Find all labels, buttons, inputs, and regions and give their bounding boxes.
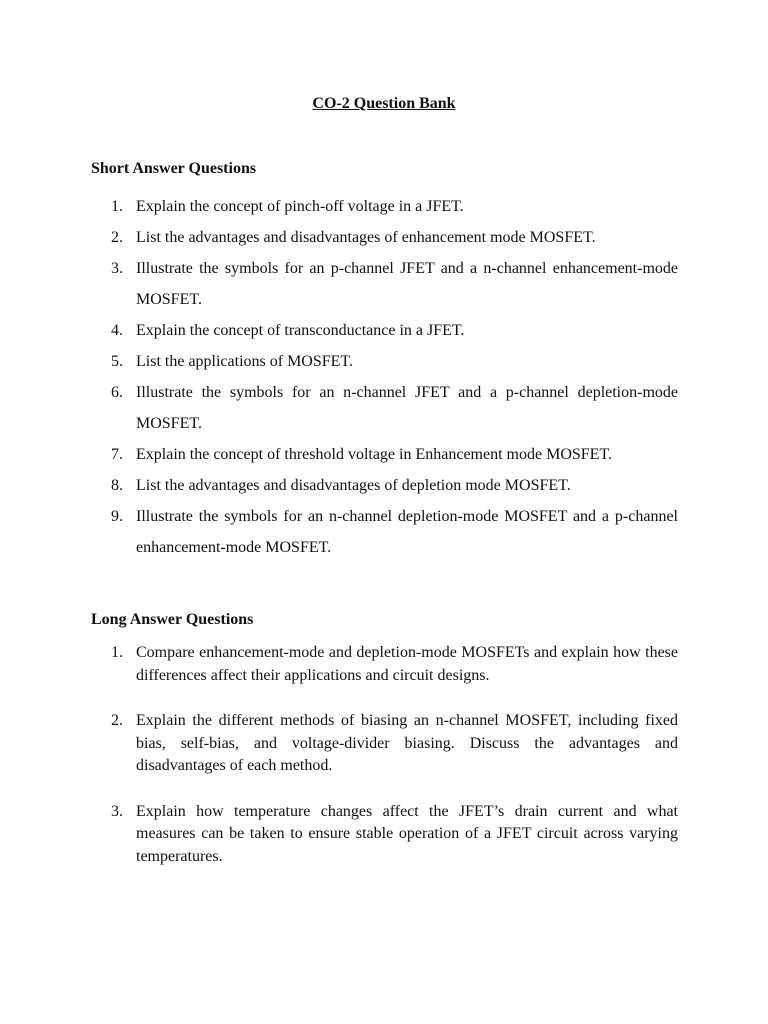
short-question-item [91,501,678,563]
short-question-item [91,315,678,346]
long-answer-heading: Long Answer Questions [91,611,254,628]
long-answer-list [91,642,678,891]
question-text: Illustrate the symbols for an n-channel JFET and a p-channel depletion-mode MOSFET. [136,384,678,432]
question-text: Explain the different methods of biasing an n-channel MOSFET, including fixed bias, self-bias, and voltage-divider biasing. Discuss the advantages and disadvantages of each method. [136,712,678,774]
question-number: 5. [111,353,123,370]
page-title: CO-2 Question Bank [312,95,456,112]
question-number: 3. [111,260,123,277]
short-question-item [91,346,678,377]
question-number: 2. [111,229,123,246]
long-question-item [91,801,678,869]
question-number: 1. [111,198,123,215]
short-question-item [91,222,678,253]
short-answer-list [91,191,678,563]
question-text: Explain the concept of pinch-off voltage in a JFET. [136,198,464,215]
question-text: Illustrate the symbols for an p-channel JFET and a n-channel enhancement-mode MOSFET. [136,260,678,308]
question-text: List the advantages and disadvantages of enhancement mode MOSFET. [136,229,596,246]
question-number: 6. [111,384,123,401]
question-number: 4. [111,322,123,339]
question-text: Explain the concept of threshold voltage in Enhancement mode MOSFET. [136,446,613,463]
question-number: 8. [111,477,123,494]
question-number: 2. [111,712,123,729]
question-text: Explain how temperature changes affect the JFET’s drain current and what measures can be taken to ensure stable operation of a JFET circuit across varying temperatures. [136,802,678,865]
short-question-item [91,253,678,315]
question-text: Explain the concept of transconductance in a JFET. [136,322,465,339]
question-text: Compare enhancement-mode and depletion-mode MOSFETs and explain how these differences affect their applications and circuit designs. [136,644,678,684]
short-question-item [91,377,678,439]
question-text: List the applications of MOSFET. [136,353,354,370]
short-question-item [91,191,678,222]
question-number: 9. [111,508,123,525]
question-number: 7. [111,446,123,463]
long-question-item [91,710,678,778]
long-question-item [91,642,678,687]
question-number: 1. [111,644,123,661]
question-number: 3. [111,802,123,820]
short-question-item [91,439,678,470]
short-answer-heading: Short Answer Questions [91,160,257,177]
question-text: List the advantages and disadvantages of depletion mode MOSFET. [136,477,571,494]
short-question-item [91,470,678,501]
question-text: Illustrate the symbols for an n-channel depletion-mode MOSFET and a p-channel enhancement-mode MOSFET. [136,508,678,556]
